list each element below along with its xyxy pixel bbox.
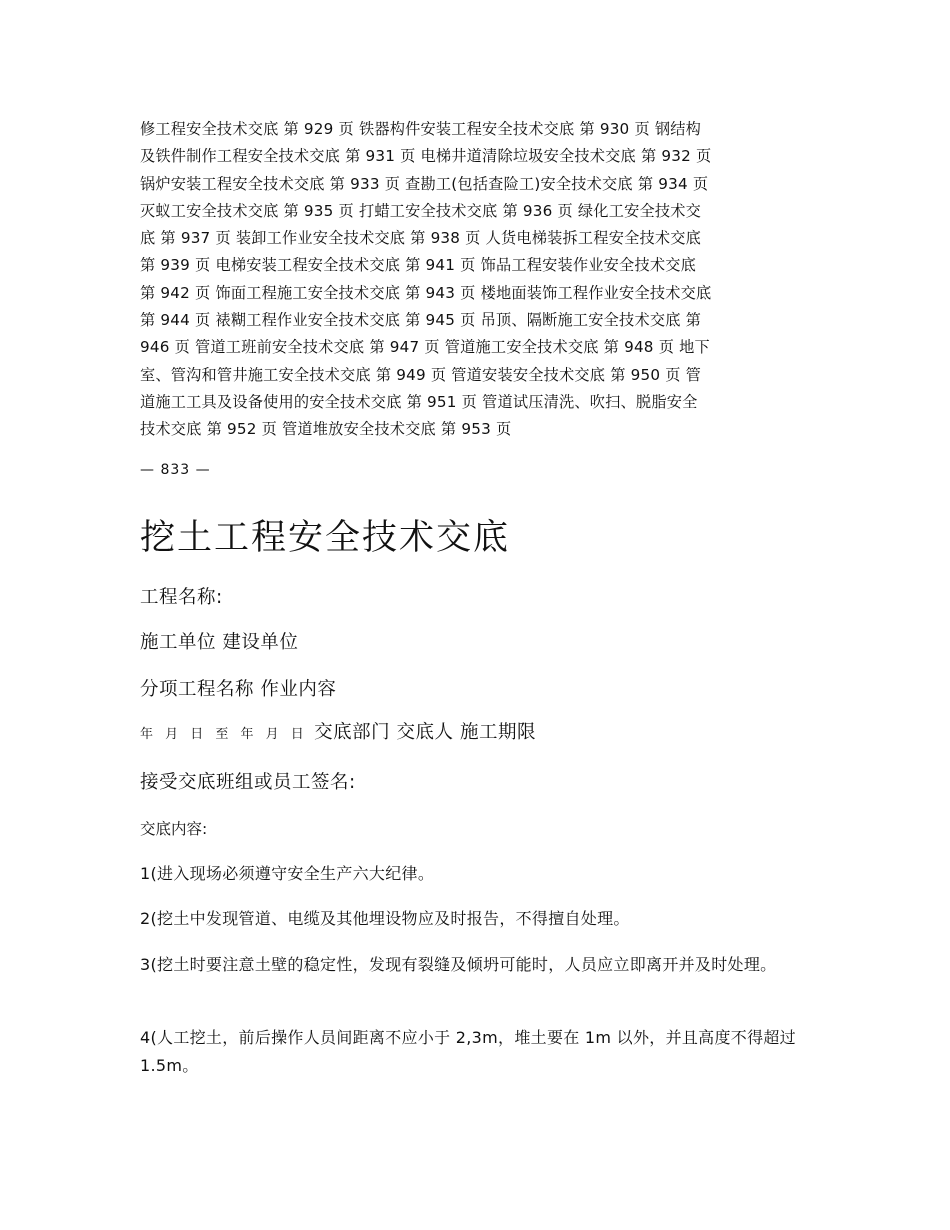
list-item: 4(人工挖土，前后操作人员间距离不应小于 2,3m，堆土要在 1m 以外，并且高度不得超过 1.5m。 <box>140 1028 796 1075</box>
sub-project-field: 分项工程名称 作业内容 <box>140 679 337 700</box>
toc-line: 修工程安全技术交底 第 929 页 铁器构件安装工程安全技术交底 第 930 页 钢结构 <box>140 120 702 138</box>
toc-line: 第 939 页 电梯安装工程安全技术交底 第 941 页 饰品工程安装作业安全技术交底 <box>140 256 696 275</box>
units-field: 施工单位 建设单位 <box>140 632 299 653</box>
toc-line: 及铁件制作工程安全技术交底 第 931 页 电梯井道清除垃圾安全技术交底 第 932 页 <box>140 147 712 166</box>
table-of-contents <box>140 116 815 444</box>
toc-line: 道施工工具及设备使用的安全技术交底 第 951 页 管道试压清洗、吹扫、脱脂安全 <box>140 392 698 411</box>
date-line <box>140 718 536 744</box>
toc-line: 第 942 页 饰面工程施工安全技术交底 第 943 页 楼地面装饰工程作业安全技术交底 <box>140 283 712 302</box>
project-name-field: 工程名称: <box>140 587 223 608</box>
content-label: 交底内容: <box>140 820 208 838</box>
toc-line: 室、管沟和管井施工安全技术交底 第 949 页 管道安装安全技术交底 第 950 页 管 <box>140 365 702 384</box>
date-range-label: 年 月 日 至 年 月 日 <box>140 727 308 742</box>
toc-line: 技术交底 第 952 页 管道堆放安全技术交底 第 953 页 <box>140 420 512 439</box>
list-item: 2(挖土中发现管道、电缆及其他埋设物应及时报告，不得擅自处理。 <box>140 909 630 928</box>
toc-line: 底 第 937 页 装卸工作业安全技术交底 第 938 页 人货电梯装拆工程安全技术交底 <box>140 229 702 248</box>
list-item: 1(进入现场必须遵守安全生产六大纪律。 <box>140 864 435 883</box>
handover-info-label: 交底部门 交底人 施工期限 <box>307 722 536 743</box>
page-number: — 833 — <box>140 462 211 478</box>
toc-line: 第 944 页 裱糊工程作业安全技术交底 第 945 页 吊顶、隔断施工安全技术交底 第 <box>140 311 702 330</box>
toc-line: 锅炉安装工程安全技术交底 第 933 页 查勘工(包括查险工)安全技术交底 第 934 页 <box>140 174 709 193</box>
toc-line: 灭蚁工安全技术交底 第 935 页 打蜡工安全技术交底 第 936 页 绿化工安全技术交 <box>140 201 702 220</box>
toc-line: 946 页 管道工班前安全技术交底 第 947 页 管道施工安全技术交底 第 948 页 地下 <box>140 338 710 357</box>
list-item: 3(挖土时要注意土壁的稳定性，发现有裂缝及倾坍可能时，人员应立即离开并及时处理。 <box>140 955 777 974</box>
page-title: 挖土工程安全技术交底 <box>140 518 511 558</box>
signature-field: 接受交底班组或员工签名: <box>140 772 356 793</box>
